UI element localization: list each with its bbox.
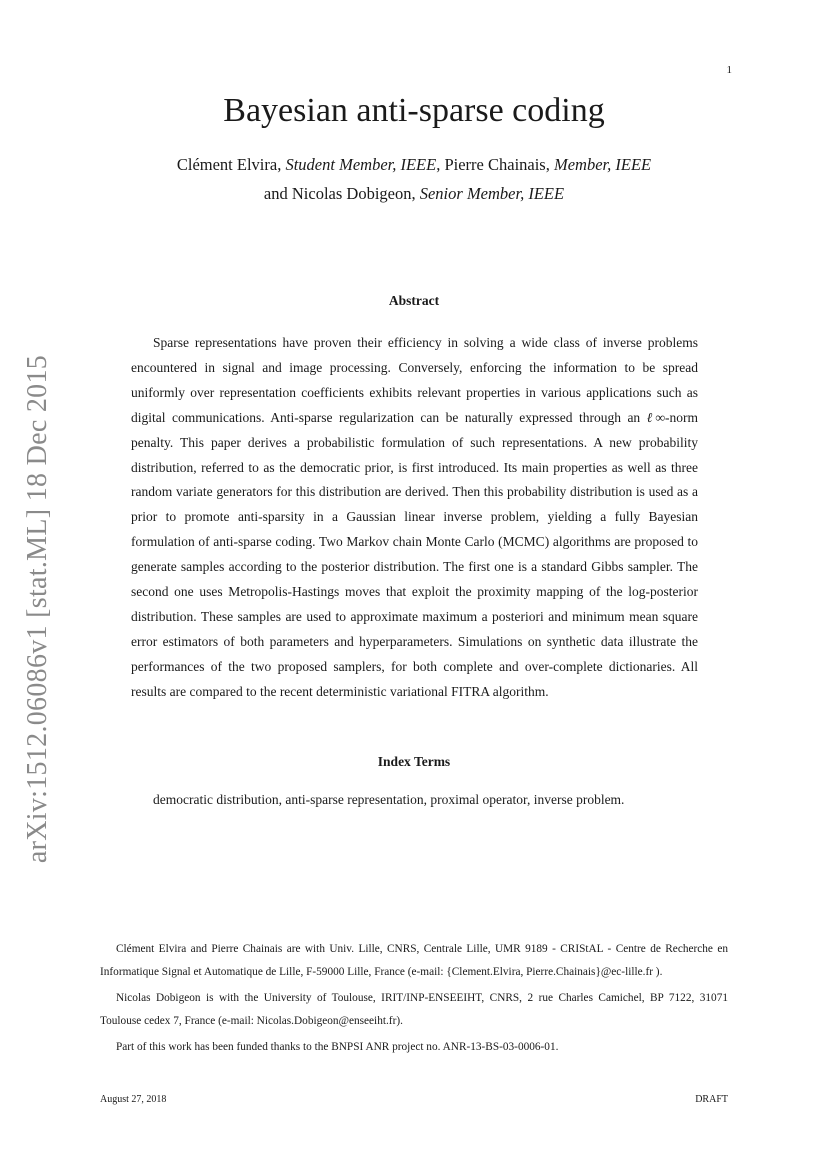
page-number: 1 [726,64,732,76]
footer-date: August 27, 2018 [100,1094,167,1105]
author-line-1 [0,150,828,179]
index-terms-heading: Index Terms [377,754,451,769]
author-name: , Pierre Chainais, [436,155,554,174]
footnote-affiliation-1: Clément Elvira and Pierre Chainais are with Univ. Lille, CNRS, Centrale Lille, UMR 9189 - CRIStAL - Centre de Recherche en Informatique Signal et Automatique de Lille, F-59000 Lille, France (e-mail: {Clement.Elvira, Pierre.Chainais}@ec-lille.fr ). [100,943,728,978]
author-line-2 [0,179,828,208]
index-terms-text: democratic distribution, anti-sparse representation, proximal operator, inverse problem. [153,792,625,807]
abstract-text-part-1: Sparse representations have proven their efficiency in solving a wide class of inverse problems encountered in signal and image processing. Conversely, enforcing the information to be spread uniformly over representation coefficients exhibits relevant properties in various applications such as digital communications. Anti-sparse regularization can be naturally expressed through an [131,335,698,425]
arxiv-identifier-stamp: arXiv:1512.06086v1 [stat.ML] 18 Dec 2015 [22,354,53,864]
author-role: Student Member, IEEE [285,155,437,174]
author-list [0,150,828,208]
abstract-text [131,331,698,705]
author-role: Member, IEEE [553,155,652,174]
footnote-funding: Part of this work has been funded thanks to the BNPSI ANR project no. ANR-13-BS-03-0006-01. [116,1041,559,1053]
footnotes [100,938,728,1063]
author-name: and Nicolas Dobigeon, [263,184,420,203]
author-role: Senior Member, IEEE [419,184,565,203]
footnote-affiliation-2: Nicolas Dobigeon is with the University of Toulouse, IRIT/INP-ENSEEIHT, CNRS, 2 rue Charles Camichel, BP 7122, 31071 Toulouse cedex 7, France (e-mail: Nicolas.Dobigeon@enseeiht.fr). [100,992,728,1027]
footer-draft-label: DRAFT [695,1094,728,1105]
abstract-heading: Abstract [388,293,440,308]
linf-norm-symbol: ℓ∞ [646,409,665,425]
author-name: Clément Elvira, [176,155,286,174]
paper-title: Bayesian anti-sparse coding [223,92,605,129]
abstract-text-part-2: -norm penalty. This paper derives a probabilistic formulation of such representations. A new probability distribution, referred to as the democratic prior, is first introduced. Its main properties as well as three random variate generators for this distribution are derived. Then this probability distribution is used as a prior to promote anti-sparsity in a Gaussian linear inverse problem, yielding a fully Bayesian formulation of anti-sparse coding. Two Markov chain Monte Carlo (MCMC) algorithms are proposed to generate samples according to the posterior distribution. The first one is a standard Gibbs sampler. The second one uses Metropolis-Hastings moves that exploit the proximity mapping of the log-posterior distribution. These samples are used to approximate maximum a posteriori and minimum mean square error estimators of both parameters and hyperparameters. Simulations on synthetic data illustrate the performances of the two proposed samplers, for both complete and over-complete dictionaries. All results are compared to the recent deterministic variational FITRA algorithm. [131,409,698,699]
